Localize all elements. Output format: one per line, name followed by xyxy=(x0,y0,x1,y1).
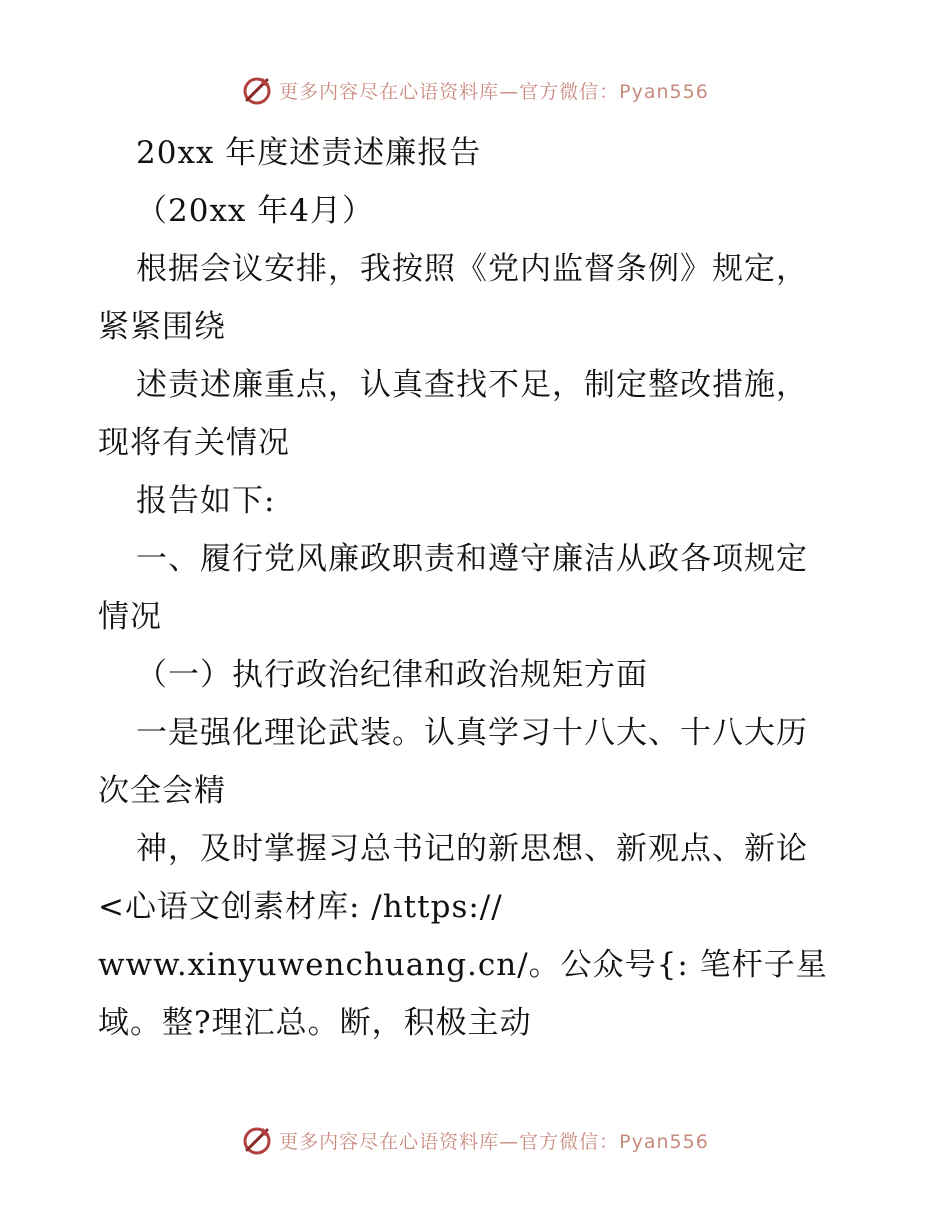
paragraph-line: www.xinyuwenchuang.cn/。公众号{: 笔杆子星 xyxy=(98,947,828,983)
paragraph-line: 一是强化理论武装。认真学习十八大、十八大历 xyxy=(136,715,808,751)
subsection-heading: （一）执行政治纪律和政治规矩方面 xyxy=(136,657,648,693)
pen-swirl-logo-icon xyxy=(241,74,273,106)
paragraph-line: 述责述廉重点，认真查找不足，制定整改措施， xyxy=(136,367,808,403)
doc-date: （20xx 年4月） xyxy=(136,193,374,229)
doc-title: 20xx 年度述责述廉报告 xyxy=(136,135,482,171)
paragraph-line: 神，及时掌握习总书记的新思想、新观点、新论 xyxy=(136,831,808,867)
paragraph-line: 报告如下: xyxy=(136,483,276,519)
section-heading: 一、履行党风廉政职责和遵守廉洁从政各项规定 xyxy=(136,541,808,577)
pen-swirl-logo-icon xyxy=(241,1124,273,1156)
paragraph-line: 次全会精 xyxy=(98,773,226,809)
banner-text: 更多内容尽在心语资料库—官方微信：Pyan556 xyxy=(279,80,709,103)
paragraph-line: 域。整?理汇总。断，积极主动 xyxy=(98,1005,532,1041)
paragraph-line: 紧紧围绕 xyxy=(98,309,226,345)
paragraph-line: 现将有关情况 xyxy=(98,425,290,461)
paragraph-line: <心语文创素材库: /https:// xyxy=(98,889,503,925)
banner-text: 更多内容尽在心语资料库—官方微信：Pyan556 xyxy=(279,1130,709,1153)
paragraph-line: 根据会议安排，我按照《党内监督条例》规定， xyxy=(136,251,808,287)
document-body xyxy=(98,124,858,1052)
header-banner xyxy=(0,72,950,108)
section-heading-cont: 情况 xyxy=(98,599,162,635)
footer-banner xyxy=(0,1122,950,1158)
